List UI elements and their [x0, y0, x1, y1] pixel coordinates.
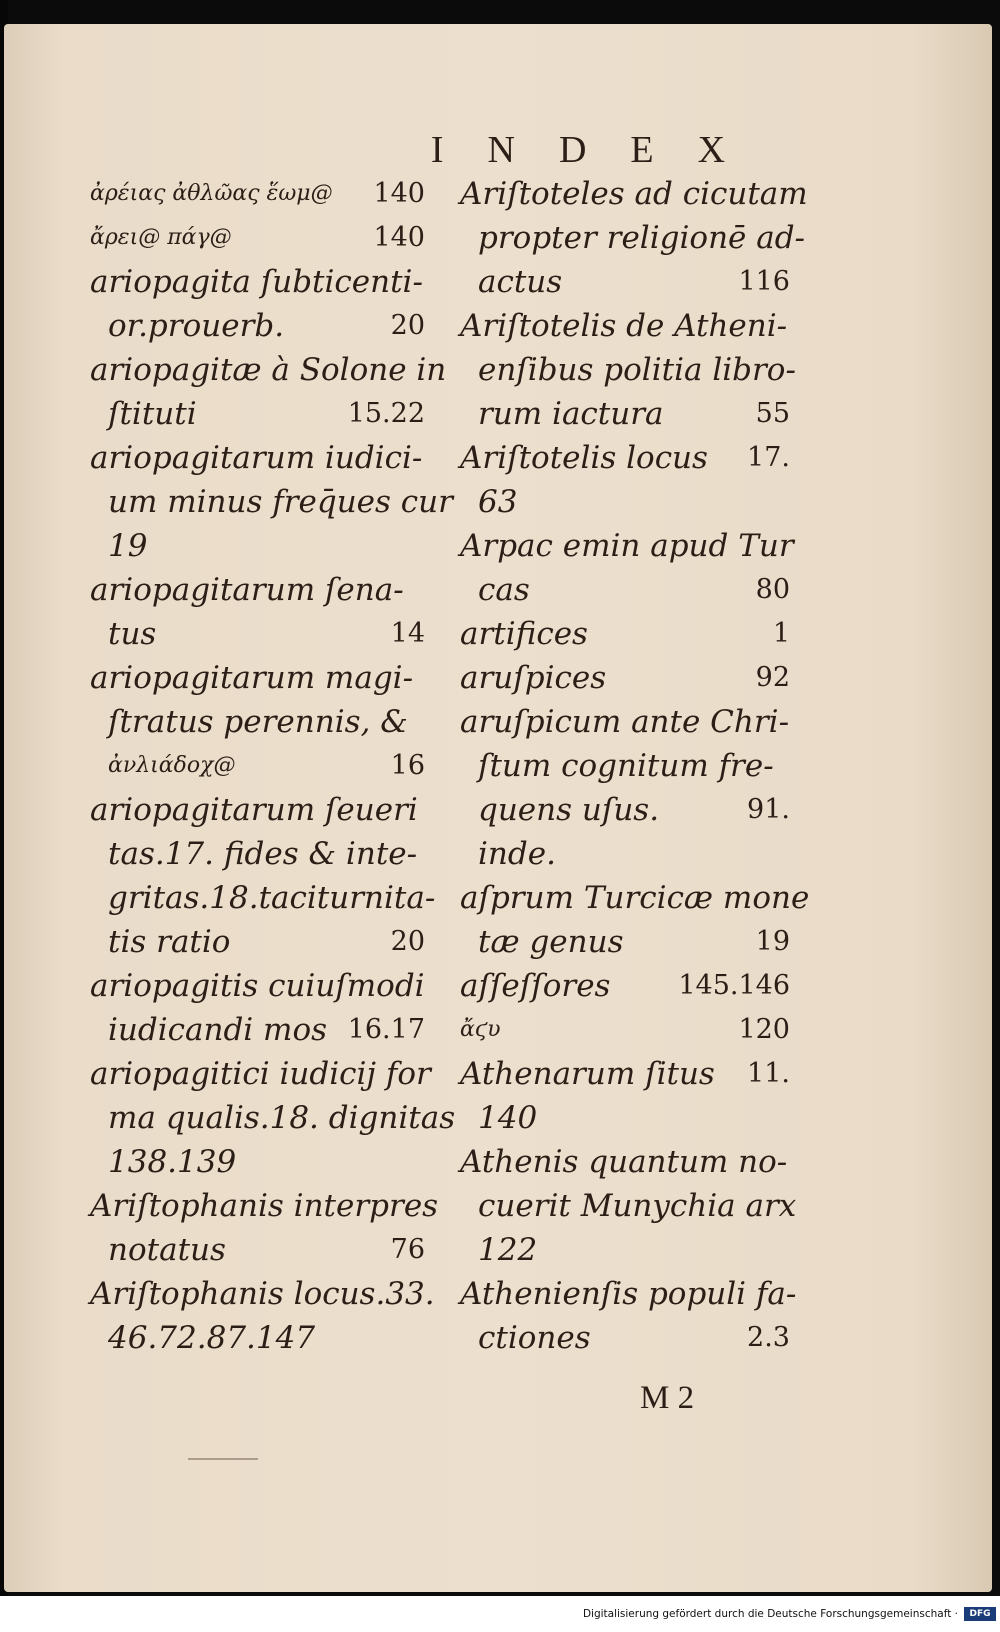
index-entry-line [460, 480, 790, 524]
entry-text: or.prouerb. [108, 308, 285, 344]
page-reference: 1 [772, 618, 790, 649]
index-entry-line [460, 920, 790, 964]
page-reference: 2.3 [747, 1322, 790, 1353]
dfg-logo: DFG [964, 1607, 996, 1621]
entry-text: notatus [108, 1232, 226, 1268]
entry-text: Ariſtotelis locus [460, 440, 708, 476]
page-header: INDEX [430, 129, 770, 171]
index-entry-line [460, 436, 790, 480]
entry-text: cas [478, 572, 530, 608]
index-entry-line [460, 1008, 790, 1052]
page-reference: 92 [755, 662, 790, 693]
index-entry-line [460, 832, 790, 876]
entry-text: ἄρει@ πάγ@ [90, 225, 232, 250]
index-entry-line [90, 1008, 425, 1052]
index-entry-line [90, 524, 425, 568]
page-reference: 140 [373, 222, 425, 253]
page-reference: 15.22 [347, 398, 425, 429]
entry-text: tas.17. fides & inte- [108, 836, 418, 872]
signature-mark: M 2 [640, 1380, 695, 1416]
entry-text: ariopagitici iudicij for [90, 1056, 431, 1092]
entry-text: ſtum cognitum fre- [478, 748, 774, 784]
index-entry-line [90, 568, 425, 612]
page-reference: 145.146 [678, 970, 790, 1001]
index-entry-line [90, 832, 425, 876]
entry-text: gritas.18.taciturnita- [108, 880, 436, 916]
entry-text: ariopagitis cuiuſmodi [90, 968, 425, 1004]
entry-text: ſtituti [108, 396, 197, 432]
entry-text: ἀνλιάδοχ@ [108, 753, 236, 778]
index-entry-line [460, 172, 808, 216]
entry-text: actus [478, 264, 563, 300]
index-entry-line [90, 1140, 425, 1184]
index-entry-line [90, 480, 453, 524]
entry-text: ſtratus perennis, & [108, 704, 408, 740]
index-entry-line [460, 260, 790, 304]
entry-text: ariopagitarum iudici- [90, 440, 423, 476]
index-entry-line [460, 788, 790, 832]
index-entry-line [460, 568, 790, 612]
page-reference: 140 [373, 178, 425, 209]
index-entry-line [90, 612, 425, 656]
entry-text: Arpac emin apud Tur [460, 528, 794, 564]
index-entry-line [90, 876, 436, 920]
entry-text: Ariſtotelis de Atheni- [460, 308, 788, 344]
index-entry-line [460, 1228, 790, 1272]
index-entry-line [460, 612, 790, 656]
index-entry-line [90, 964, 425, 1008]
index-entry-line [90, 172, 425, 216]
entry-text: ἄϛυ [460, 1017, 501, 1042]
index-entry-line [460, 524, 794, 568]
entry-text: rum iactura [478, 396, 664, 432]
index-entry-line [90, 1316, 425, 1360]
page-reference: 116 [738, 266, 790, 297]
entry-text: aruſpices [460, 660, 607, 696]
index-entry-line [460, 656, 790, 700]
entry-text: inde. [478, 836, 556, 872]
index-entry-line [90, 392, 425, 436]
index-entry-line [460, 700, 790, 744]
page-reference: 55 [755, 398, 790, 429]
index-entry-line [90, 744, 425, 788]
entry-text: iudicandi mos [108, 1012, 328, 1048]
footer-bar [0, 1596, 1000, 1632]
entry-text: cuerit Munychia arx [478, 1188, 797, 1224]
index-entry-line [460, 1184, 797, 1228]
entry-text: um minus freq̄ues cur [108, 484, 453, 520]
index-entry-line [90, 1096, 456, 1140]
entry-text: aſprum Turcicæ mone [460, 880, 810, 916]
index-entry-line [90, 788, 425, 832]
entry-text: 46.72.87.147 [108, 1320, 316, 1356]
index-entry-line [460, 1052, 790, 1096]
page-reference: 76 [390, 1234, 425, 1265]
entry-text: ariopagita ſubticenti- [90, 264, 423, 300]
page-reference: 20 [390, 310, 425, 341]
index-entry-line [90, 920, 425, 964]
entry-text: tæ genus [478, 924, 624, 960]
entry-text: ctiones [478, 1320, 591, 1356]
index-entry-line [460, 392, 790, 436]
index-entry-line [460, 1272, 797, 1316]
index-column-left [90, 172, 456, 1360]
index-column-right [460, 172, 810, 1360]
page-reference: 11. [747, 1058, 790, 1089]
index-entry-line [460, 216, 806, 260]
index-entry-line [460, 1140, 790, 1184]
entry-text: Athenis quantum no- [460, 1144, 788, 1180]
index-entry-line [90, 1184, 439, 1228]
page-reference: 14 [390, 618, 425, 649]
index-entry-line [90, 304, 425, 348]
index-entry-line [90, 656, 425, 700]
page-reference: 20 [390, 926, 425, 957]
index-entry-line [460, 1316, 790, 1360]
footer-credit: Digitalisierung gefördert durch die Deutsche Forschungsgemeinschaft · [582, 1608, 958, 1620]
page-reference: 16 [390, 750, 425, 781]
entry-text: Athenarum ſitus [460, 1056, 715, 1092]
entry-text: tus [108, 616, 157, 652]
index-entry-line [90, 700, 425, 744]
index-entry-line [460, 744, 790, 788]
entry-text: Athenienſis populi fa- [460, 1276, 797, 1312]
entry-text: 140 [478, 1100, 538, 1136]
entry-text: 122 [478, 1232, 538, 1268]
entry-text: 63 [478, 484, 518, 520]
index-entry-line [90, 216, 425, 260]
entry-text: ariopagitarum magi- [90, 660, 414, 696]
index-entry-line [460, 348, 796, 392]
entry-text: artifices [460, 616, 588, 652]
entry-text: ariopagitarum ſena- [90, 572, 404, 608]
index-entry-line [90, 436, 425, 480]
entry-text: propter religionē ad- [478, 220, 806, 256]
index-entry-line [460, 964, 790, 1008]
entry-text: quens uſus. [478, 792, 660, 828]
entry-text: Ariſtophanis locus.33. [90, 1276, 435, 1312]
entry-text: 138.139 [108, 1144, 237, 1180]
index-entry-line [90, 1052, 431, 1096]
entry-text: aſſeſſores [460, 968, 611, 1004]
page-reference: 17. [747, 442, 790, 473]
entry-text: 19 [108, 528, 148, 564]
index-entry-line [460, 304, 790, 348]
page-reference: 16.17 [347, 1014, 425, 1045]
entry-text: Ariſtoteles ad cicutam [460, 176, 808, 212]
entry-text: ariopagitæ à Solone in [90, 352, 447, 388]
index-entry-line [460, 876, 810, 920]
index-entry-line [90, 1272, 435, 1316]
index-entry-line [90, 1228, 425, 1272]
entry-text: Ariſtophanis interpres [90, 1188, 439, 1224]
entry-text: enſibus politia libro- [478, 352, 796, 388]
index-entry-line [90, 260, 425, 304]
entry-text: tis ratio [108, 924, 231, 960]
index-entry-line [460, 1096, 790, 1140]
ink-mark [188, 1458, 258, 1460]
page-reference: 80 [755, 574, 790, 605]
entry-text: ma qualis.18. dignitas [108, 1100, 456, 1136]
index-entry-line [90, 348, 447, 392]
entry-text: ariopagitarum ſeueri [90, 792, 418, 828]
entry-text: ἀρέιας ἀθλῶας ἕωμ@ [90, 181, 333, 206]
page-reference: 19 [755, 926, 790, 957]
page-reference: 120 [738, 1014, 790, 1045]
page-reference: 91. [747, 794, 790, 825]
entry-text: aruſpicum ante Chri- [460, 704, 790, 740]
